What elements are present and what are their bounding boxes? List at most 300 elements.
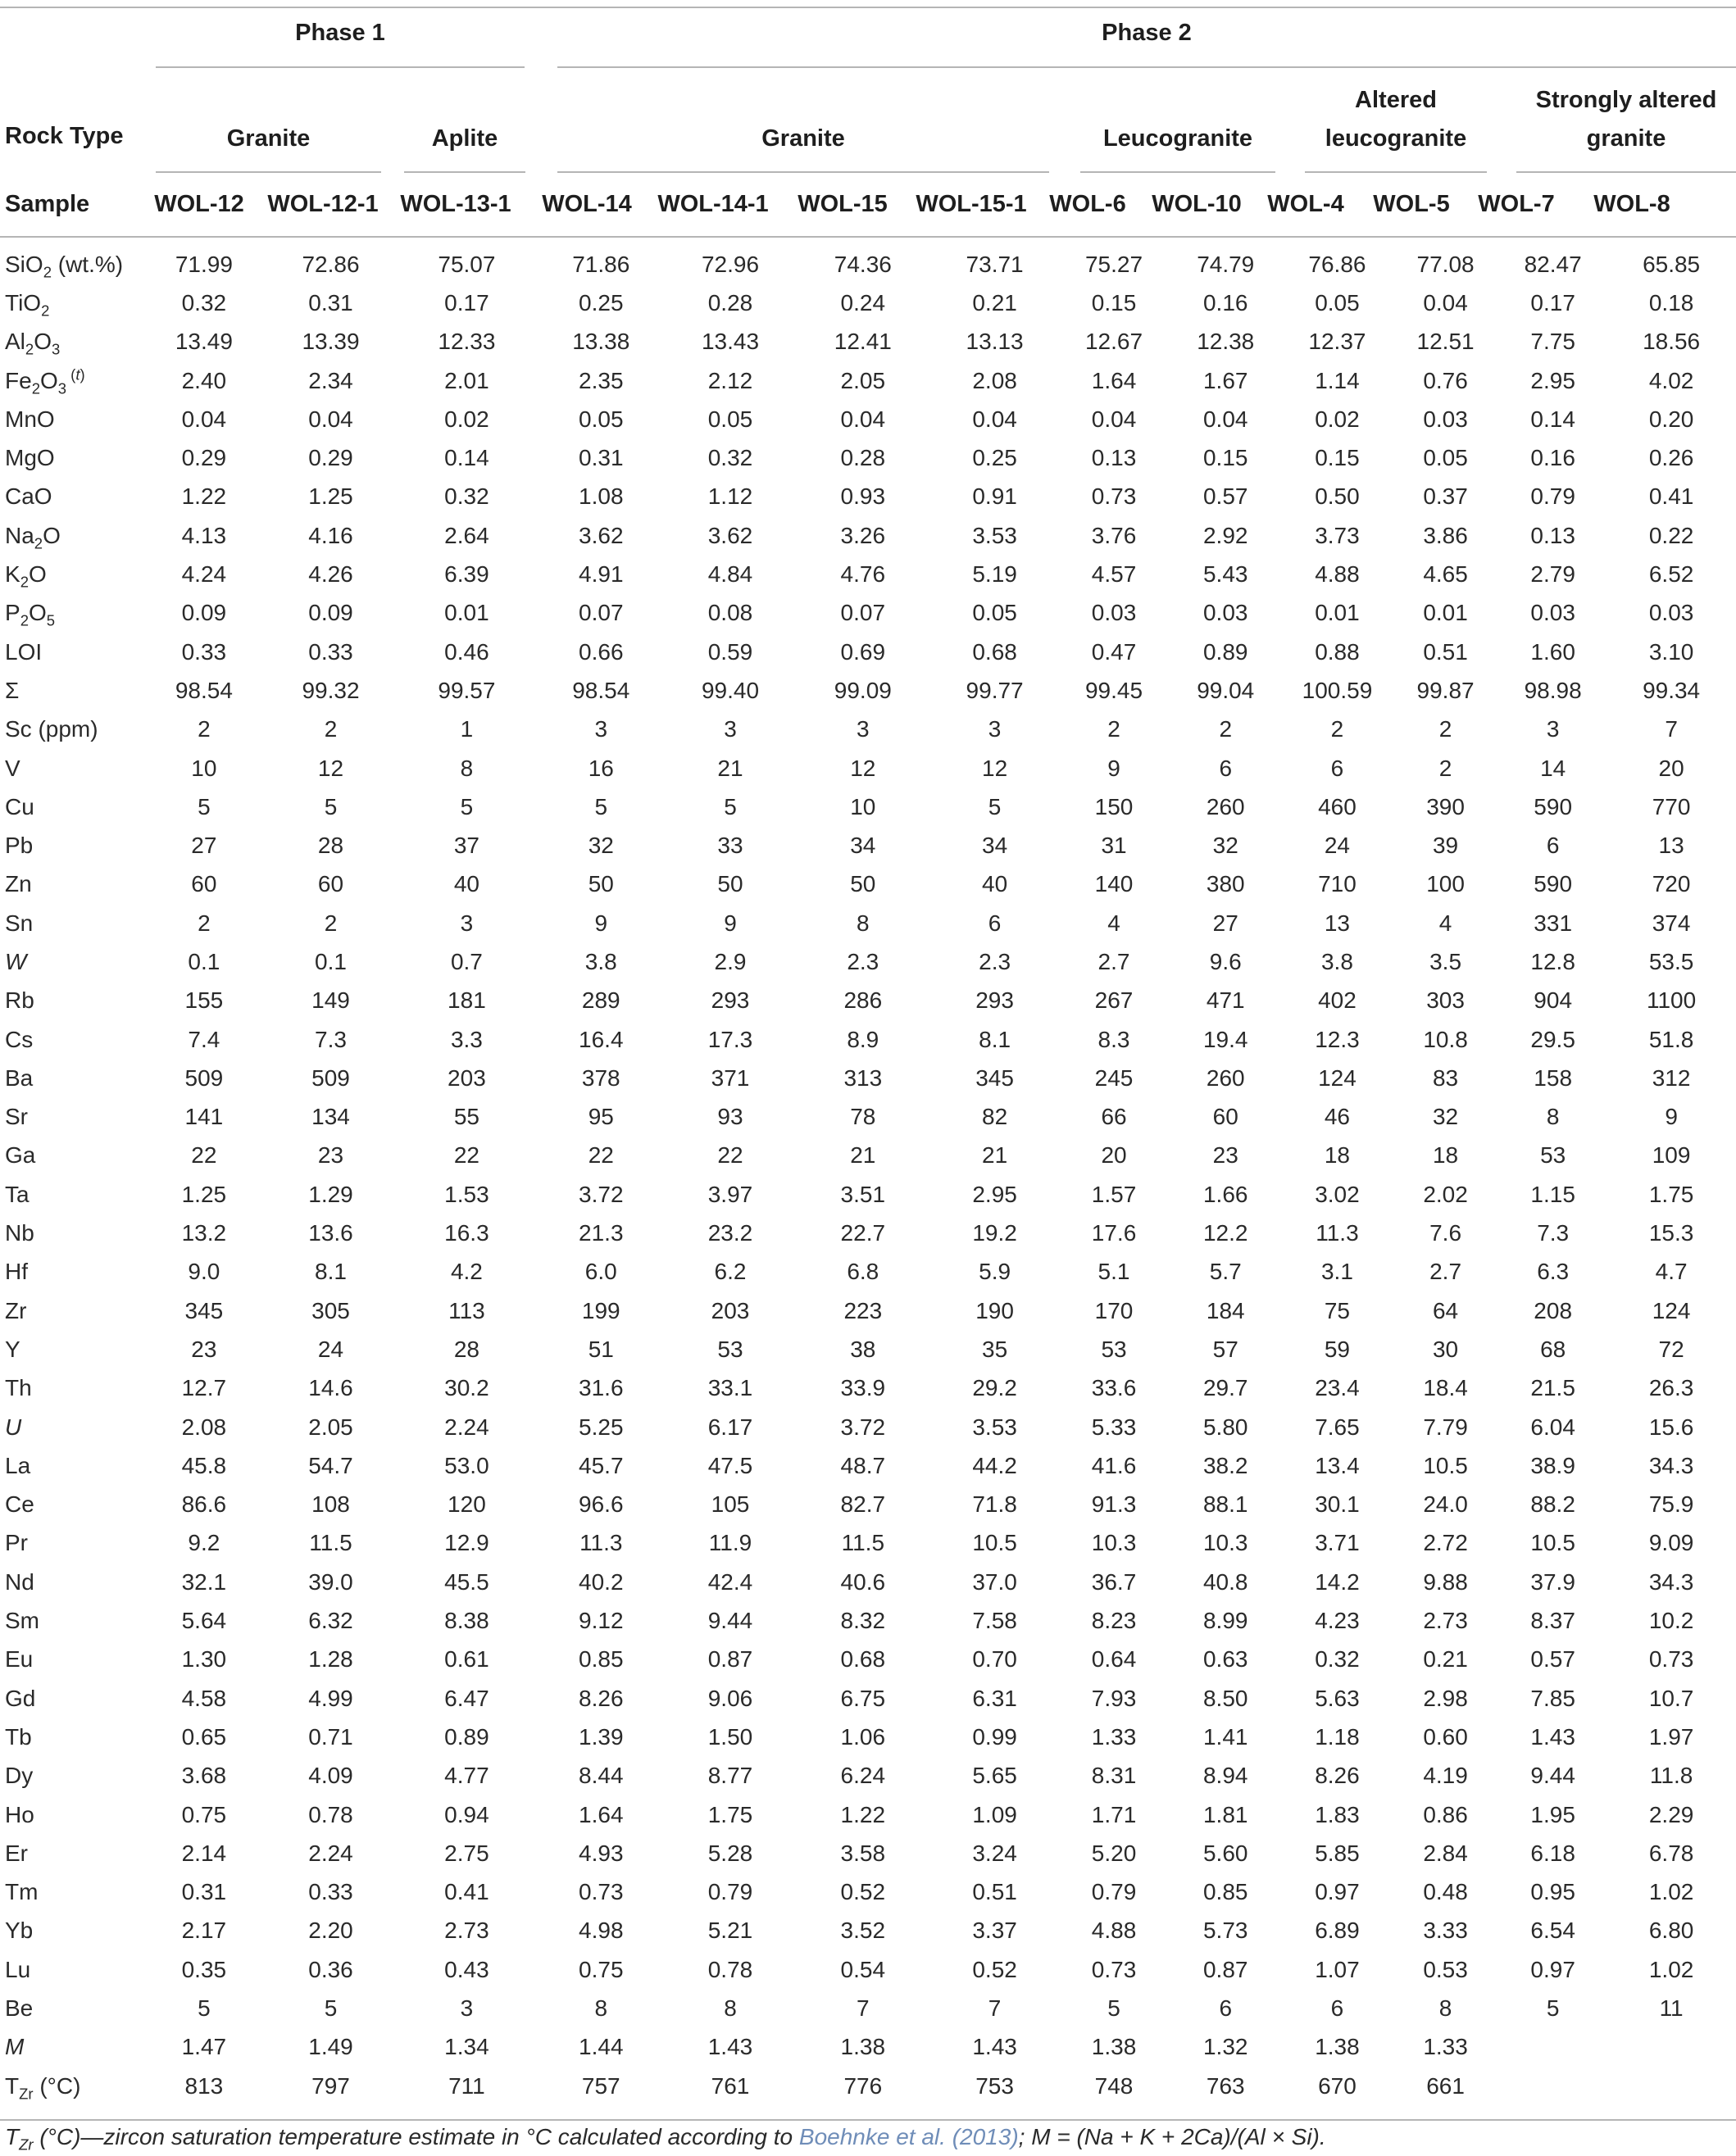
table-cell: 720: [1652, 871, 1691, 897]
table-cell: 3.62: [579, 522, 624, 548]
row-label: Tm: [5, 1879, 39, 1905]
table-cell: 6.3: [1537, 1259, 1570, 1285]
row-label: Tb: [5, 1723, 32, 1750]
table-cell: 2: [1219, 716, 1233, 742]
table-cell: 140: [1094, 871, 1134, 897]
table-cell: 0.65: [181, 1723, 227, 1750]
table-cell: 60: [317, 871, 344, 897]
table-cell: 29.7: [1202, 1375, 1248, 1401]
table-cell: 99.04: [1197, 677, 1255, 703]
table-cell: 98.54: [175, 677, 233, 703]
table-cell: 1.22: [840, 1801, 886, 1827]
table-cell: 15.3: [1648, 1220, 1694, 1246]
table-cell: 312: [1652, 1064, 1691, 1091]
table-cell: 57: [1212, 1336, 1238, 1362]
table-cell: 155: [184, 987, 224, 1014]
table-cell: 6.0: [584, 1259, 617, 1285]
table-cell: 1.22: [181, 483, 227, 510]
table-cell: 3.62: [707, 522, 753, 548]
table-cell: 245: [1094, 1064, 1134, 1091]
table-cell: 13.13: [966, 329, 1024, 355]
table-cell: 7.4: [188, 1026, 220, 1052]
row-label: Zr: [5, 1297, 27, 1323]
table-cell: 99.40: [701, 677, 760, 703]
table-cell: 34: [982, 833, 1008, 859]
table-cell: 6: [1219, 1995, 1233, 2021]
table-cell: 12.67: [1084, 329, 1143, 355]
table-cell: 3.02: [1315, 1181, 1360, 1207]
row-label: Y: [5, 1336, 20, 1362]
table-cell: 45.7: [579, 1452, 624, 1478]
table-cell: 5: [988, 793, 1002, 819]
table-cell: 4.7: [1655, 1259, 1688, 1285]
table-cell: 0.57: [1202, 483, 1248, 510]
table-cell: 3.5: [1429, 948, 1462, 974]
table-cell: 5.9: [979, 1259, 1011, 1285]
table-cell: 2.08: [972, 367, 1017, 393]
table-cell: 1.18: [1315, 1723, 1360, 1750]
table-cell: 8.1: [315, 1259, 347, 1285]
table-cell: 2.98: [1423, 1685, 1468, 1711]
table-cell: 0.61: [444, 1646, 489, 1673]
table-cell: 0.35: [181, 1956, 227, 1982]
table-cell: 9: [1107, 755, 1120, 781]
table-cell: 37.9: [1530, 1568, 1575, 1595]
table-cell: 74.36: [834, 251, 892, 277]
table-cell: 4.26: [308, 561, 353, 588]
table-cell: 0.79: [707, 1879, 753, 1905]
table-cell: 661: [1426, 2072, 1465, 2099]
table-cell: 4.09: [308, 1763, 353, 1789]
table-cell: 3.73: [1315, 522, 1360, 548]
table-cell: 10.3: [1202, 1530, 1248, 1556]
table-row: [0, 555, 1736, 593]
table-cell: 5: [460, 793, 474, 819]
row-label: Lu: [5, 1956, 31, 1982]
table-cell: 31.6: [579, 1375, 624, 1401]
table-cell: 33.9: [840, 1375, 886, 1401]
table-cell: 8.1: [979, 1026, 1011, 1052]
table-row: [0, 1020, 1736, 1059]
table-cell: 12.41: [834, 329, 892, 355]
table-cell: 40.8: [1202, 1568, 1248, 1595]
table-cell: 0.14: [1530, 406, 1575, 432]
table-cell: 2.3: [847, 948, 879, 974]
row-label: $K_2O$: [5, 561, 47, 591]
row-label: SiO$_2$ (wt.%): [5, 251, 124, 281]
table-cell: 2.20: [308, 1918, 353, 1944]
row-label: Ta: [5, 1181, 30, 1207]
rock-type-label: Rock Type: [5, 123, 124, 149]
table-cell: 0.01: [1423, 600, 1468, 626]
table-cell: 113: [448, 1297, 485, 1323]
table-cell: 0.50: [1315, 483, 1360, 510]
table-cell: 5: [324, 793, 338, 819]
table-cell: 35: [982, 1336, 1008, 1362]
table-cell: 0.86: [1423, 1801, 1468, 1827]
table-cell: 8.44: [579, 1763, 624, 1789]
table-cell: 0.7: [450, 948, 483, 974]
table-cell: 11.8: [1649, 1763, 1693, 1789]
table-cell: 12.38: [1197, 329, 1255, 355]
leucogranite-underline: [1080, 171, 1275, 173]
table-cell: 53: [1101, 1336, 1127, 1362]
table-cell: 0.85: [579, 1646, 624, 1673]
table-cell: 3.97: [707, 1181, 753, 1207]
table-cell: 4.57: [1091, 561, 1137, 588]
table-cell: 6.78: [1648, 1840, 1694, 1866]
table-cell: 17.6: [1091, 1220, 1137, 1246]
table-cell: 0.09: [181, 600, 227, 626]
table-cell: 18.56: [1643, 329, 1701, 355]
table-cell: 10.5: [1423, 1452, 1468, 1478]
table-cell: 75.9: [1648, 1491, 1694, 1518]
table-cell: 0.07: [840, 600, 886, 626]
table-cell: 96.6: [579, 1491, 624, 1518]
table-cell: 313: [843, 1064, 883, 1091]
phase2-header: Phase 2: [1102, 20, 1192, 46]
table-cell: 47.5: [707, 1452, 753, 1478]
table-cell: 1.66: [1202, 1181, 1248, 1207]
table-cell: 38.2: [1202, 1452, 1248, 1478]
row-label: Zn: [5, 871, 32, 897]
table-cell: 9.44: [707, 1608, 753, 1634]
table-cell: 53: [717, 1336, 743, 1362]
table-cell: 88.1: [1202, 1491, 1248, 1518]
table-cell: 18: [1324, 1142, 1351, 1169]
table-cell: 0.18: [1648, 289, 1694, 315]
table-cell: 0.59: [707, 638, 753, 665]
table-cell: 0.04: [972, 406, 1017, 432]
table-row: [0, 1718, 1736, 1756]
table-cell: 0.33: [181, 638, 227, 665]
geochemistry-table: [0, 245, 1736, 2105]
table-cell: 1.33: [1091, 1723, 1137, 1750]
table-cell: 12: [850, 755, 876, 781]
table-cell: 1.02: [1648, 1879, 1694, 1905]
table-cell: 0.73: [579, 1879, 624, 1905]
table-cell: 0.13: [1530, 522, 1575, 548]
table-cell: 100: [1426, 871, 1465, 897]
table-cell: 0.22: [1648, 522, 1694, 548]
table-cell: 48.7: [840, 1452, 886, 1478]
table-cell: 590: [1534, 871, 1573, 897]
table-cell: 3.3: [450, 1026, 483, 1052]
table-cell: 124: [1652, 1297, 1691, 1323]
table-cell: 0.03: [1648, 600, 1694, 626]
table-cell: 0.51: [972, 1879, 1017, 1905]
table-cell: 0.03: [1202, 600, 1248, 626]
table-cell: 0.28: [707, 289, 753, 315]
table-cell: 5: [1107, 1995, 1120, 2021]
table-cell: 509: [184, 1064, 224, 1091]
table-cell: 99.45: [1084, 677, 1143, 703]
phase1-underline: [156, 66, 525, 68]
table-cell: 1.32: [1202, 2034, 1248, 2060]
table-cell: 3.33: [1423, 1918, 1468, 1944]
table-cell: 22: [453, 1142, 479, 1169]
sample-header-cell: WOL-4: [1267, 191, 1344, 217]
table-cell: 1: [460, 716, 474, 742]
table-cell: 190: [975, 1297, 1014, 1323]
table-cell: 9.88: [1423, 1568, 1468, 1595]
row-label: Ba: [5, 1064, 34, 1091]
table-cell: 7: [857, 1995, 870, 2021]
table-cell: 16: [588, 755, 614, 781]
row-label: $P_2O_5$: [5, 600, 56, 629]
table-cell: 108: [311, 1491, 350, 1518]
table-cell: 0.94: [444, 1801, 489, 1827]
table-cell: 7.58: [972, 1608, 1017, 1634]
table-cell: 0.05: [972, 600, 1017, 626]
table-cell: 3: [594, 716, 608, 742]
table-cell: 8.94: [1202, 1763, 1248, 1789]
table-cell: 5.1: [1097, 1259, 1130, 1285]
table-cell: 460: [1318, 793, 1357, 819]
table-cell: 5: [324, 1995, 338, 2021]
table-cell: 53: [1540, 1142, 1566, 1169]
table-cell: 19.2: [972, 1220, 1017, 1246]
table-cell: 36.7: [1091, 1568, 1137, 1595]
table-cell: 10.5: [972, 1530, 1017, 1556]
sample-label: Sample: [5, 191, 90, 217]
table-cell: 0.41: [1648, 483, 1694, 510]
table-cell: 0.17: [1530, 289, 1575, 315]
table-row: [0, 633, 1736, 671]
table-cell: 98.54: [572, 677, 630, 703]
table-cell: 0.41: [444, 1879, 489, 1905]
table-cell: 12.8: [1530, 948, 1575, 974]
table-cell: 8.50: [1202, 1685, 1248, 1711]
row-label: Σ: [5, 677, 20, 703]
row-label: W: [5, 948, 27, 974]
table-cell: 5: [1546, 1995, 1560, 2021]
table-row: [0, 1834, 1736, 1872]
table-cell: 120: [448, 1491, 486, 1518]
table-cell: 6: [1546, 833, 1560, 859]
table-cell: [1606, 2028, 1736, 2067]
sample-header-cell: WOL-13-1: [400, 191, 511, 217]
table-cell: 50: [588, 871, 614, 897]
table-cell: 203: [711, 1297, 750, 1323]
table-cell: 51: [588, 1336, 614, 1362]
table-cell: 1.97: [1648, 1723, 1694, 1750]
table-row: [0, 1137, 1736, 1175]
table-cell: 44.2: [972, 1452, 1017, 1478]
table-cell: 0.09: [308, 600, 353, 626]
sample-header-cell: WOL-7: [1478, 191, 1555, 217]
table-cell: 99.09: [834, 677, 892, 703]
table-cell: 0.05: [579, 406, 624, 432]
table-cell: 0.75: [579, 1956, 624, 1982]
footnote: [5, 2124, 1326, 2154]
table-cell: 5.64: [181, 1608, 227, 1634]
table-cell: 1.14: [1315, 367, 1360, 393]
table-row: [0, 1408, 1736, 1446]
table-cell: 109: [1652, 1142, 1691, 1169]
table-cell: 1.43: [972, 2034, 1017, 2060]
table-cell: 0.73: [1091, 1956, 1137, 1982]
table-cell: 4.88: [1091, 1918, 1137, 1944]
table-cell: 4.13: [181, 522, 227, 548]
table-cell: 2.08: [181, 1414, 227, 1440]
table-cell: 711: [448, 2072, 485, 2099]
table-cell: 4: [1438, 910, 1452, 936]
table-cell: 22: [191, 1142, 217, 1169]
table-cell: 0.78: [707, 1956, 753, 1982]
table-cell: 0.28: [840, 445, 886, 471]
table-cell: 0.1: [315, 948, 347, 974]
table-cell: 13.2: [181, 1220, 227, 1246]
table-cell: 99.57: [438, 677, 496, 703]
table-cell: 0.89: [444, 1723, 489, 1750]
table-cell: 3.72: [840, 1414, 886, 1440]
table-row: [0, 710, 1736, 749]
table-cell: 1.43: [707, 2034, 753, 2060]
table-cell: 13.49: [175, 329, 233, 355]
table-cell: 2.73: [444, 1918, 489, 1944]
table-cell: 3.53: [972, 1414, 1017, 1440]
table-cell: 813: [184, 2072, 224, 2099]
table-cell: 0.05: [707, 406, 753, 432]
table-cell: 1.67: [1202, 367, 1248, 393]
citation-link[interactable]: Boehnke et al. (2013): [798, 2124, 1019, 2149]
table-cell: 5.33: [1091, 1414, 1137, 1440]
table-cell: 5.25: [579, 1414, 624, 1440]
table-cell: 7.75: [1530, 329, 1575, 355]
table-cell: 170: [1094, 1297, 1134, 1323]
table-cell: 0.79: [1530, 483, 1575, 510]
table-cell: 27: [1212, 910, 1238, 936]
table-cell: 11.5: [309, 1530, 352, 1556]
table-cell: 12.51: [1416, 329, 1475, 355]
table-cell: 4.99: [308, 1685, 353, 1711]
table-cell: 331: [1534, 910, 1573, 936]
table-cell: 5: [198, 1995, 211, 2021]
table-cell: 54.7: [308, 1452, 353, 1478]
table-row: [0, 361, 1736, 400]
table-cell: 2.64: [444, 522, 489, 548]
phase1-header: Phase 1: [295, 20, 385, 46]
row-label: Ga: [5, 1142, 36, 1169]
table-cell: 6.89: [1315, 1918, 1360, 1944]
table-cell: 29.2: [972, 1375, 1017, 1401]
table-cell: 14: [1540, 755, 1566, 781]
table-cell: 8: [857, 910, 870, 936]
table-cell: 0.79: [1091, 1879, 1137, 1905]
table-cell: 2: [324, 716, 338, 742]
table-cell: 82.7: [840, 1491, 886, 1518]
row-label: Dy: [5, 1763, 34, 1789]
rock-type-strongly-line1: Strongly altered: [1535, 87, 1717, 113]
table-cell: 12.33: [438, 329, 496, 355]
table-cell: 12.9: [444, 1530, 489, 1556]
table-cell: 3.58: [840, 1840, 886, 1866]
row-label: MgO: [5, 445, 55, 471]
table-cell: 98.98: [1524, 677, 1582, 703]
table-cell: 6.04: [1530, 1414, 1575, 1440]
table-cell: 710: [1318, 871, 1357, 897]
table-cell: 8.23: [1091, 1608, 1137, 1634]
table-cell: 260: [1206, 793, 1245, 819]
table-cell: 14.2: [1315, 1568, 1360, 1595]
table-cell: 10.2: [1648, 1608, 1694, 1634]
table-cell: 12: [317, 755, 344, 781]
table-row: [0, 284, 1736, 322]
table-cell: 64: [1432, 1297, 1459, 1323]
table-row: [0, 1486, 1736, 1524]
table-row: [0, 865, 1736, 904]
table-cell: 16.4: [579, 1026, 624, 1052]
table-cell: 1.28: [308, 1646, 353, 1673]
table-row: [0, 942, 1736, 981]
table-cell: 303: [1426, 987, 1465, 1014]
table-cell: 3: [460, 1995, 474, 2021]
table-cell: 33: [717, 833, 743, 859]
table-cell: 86.6: [181, 1491, 227, 1518]
table-cell: 2: [324, 910, 338, 936]
table-row: [0, 671, 1736, 710]
table-row: [0, 1253, 1736, 1291]
table-cell: 39: [1432, 833, 1459, 859]
row-label: Sm: [5, 1608, 39, 1634]
rock-type-granite-phase2: Granite: [761, 125, 845, 152]
table-cell: 150: [1094, 793, 1134, 819]
table-cell: 0.37: [1423, 483, 1468, 510]
table-cell: 1.60: [1530, 638, 1575, 665]
table-cell: 8.38: [444, 1608, 489, 1634]
table-cell: 0.68: [840, 1646, 886, 1673]
table-cell: 38: [850, 1336, 876, 1362]
table-cell: 8: [460, 755, 474, 781]
table-cell: 158: [1534, 1064, 1573, 1091]
table-cell: 141: [184, 1104, 224, 1130]
table-cell: 20: [1658, 755, 1684, 781]
table-cell: [1606, 2067, 1736, 2105]
table-cell: 33.6: [1091, 1375, 1137, 1401]
table-cell: 24.0: [1423, 1491, 1468, 1518]
table-cell: 748: [1094, 2072, 1134, 2099]
table-cell: 4.19: [1423, 1763, 1468, 1789]
table-row: [0, 1446, 1736, 1485]
table-cell: 0.36: [308, 1956, 353, 1982]
row-label: Pr: [5, 1530, 28, 1556]
table-cell: 32.1: [181, 1568, 227, 1595]
table-cell: 10.7: [1648, 1685, 1694, 1711]
table-row: [0, 982, 1736, 1020]
table-row: [0, 400, 1736, 438]
row-label: Cu: [5, 793, 34, 819]
row-label: Eu: [5, 1646, 34, 1673]
table-cell: 0.48: [1423, 1879, 1468, 1905]
table-cell: 2.01: [444, 367, 489, 393]
altered-underline: [1305, 171, 1487, 173]
table-cell: 6: [1219, 755, 1233, 781]
table-cell: 5.60: [1202, 1840, 1248, 1866]
table-cell: 14.6: [308, 1375, 353, 1401]
table-cell: 34.3: [1648, 1568, 1694, 1595]
table-cell: 2.95: [1530, 367, 1575, 393]
table-cell: 0.31: [579, 445, 624, 471]
table-cell: 29.5: [1530, 1026, 1575, 1052]
table-cell: 753: [975, 2072, 1014, 2099]
table-cell: 2: [1330, 716, 1344, 742]
table-cell: 2: [1107, 716, 1120, 742]
table-cell: 0.75: [181, 1801, 227, 1827]
table-cell: 4: [1107, 910, 1120, 936]
table-cell: 0.97: [1315, 1879, 1360, 1905]
table-cell: 0.16: [1530, 445, 1575, 471]
